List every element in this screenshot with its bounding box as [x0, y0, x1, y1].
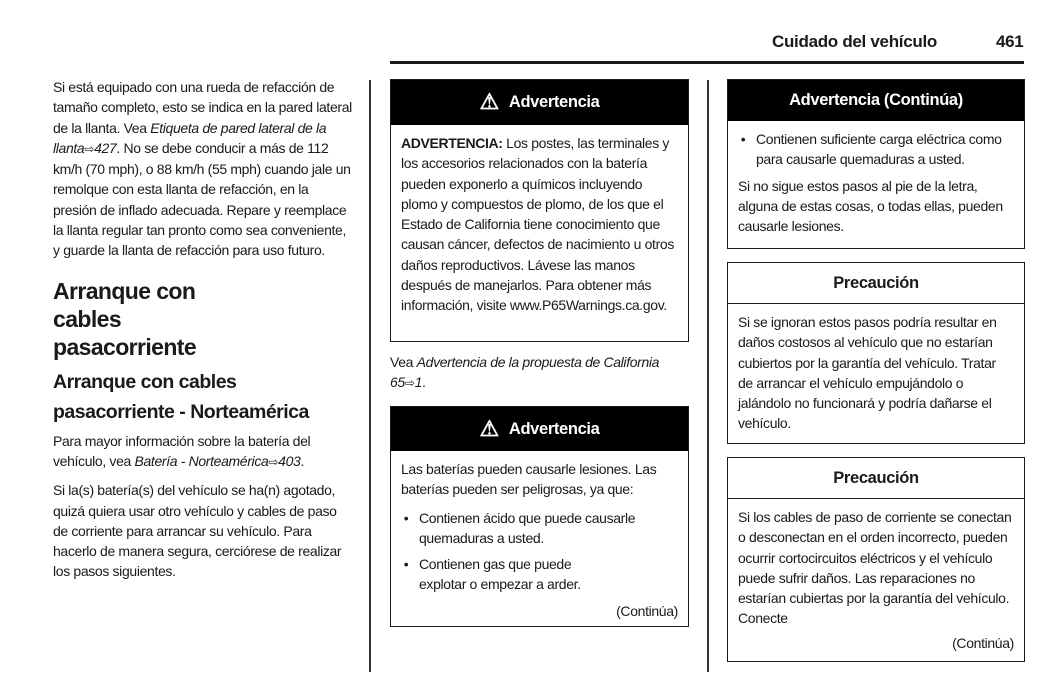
- text: .: [422, 374, 426, 391]
- text: Vea: [390, 354, 417, 370]
- section-title: Cuidado del vehículo: [772, 32, 937, 51]
- column-1: [53, 77, 353, 590]
- caution-header: Precaución: [728, 263, 1024, 304]
- text: Si los cables de paso de corriente se conectan o desconectan en el orden incorrecto, pueden ocurrir cortocircuitos eléctricos y el vehículo puede sufrir daños. Las reparaciones no estarían cubiertas por la garantía del vehículo. Conecte: [738, 509, 1012, 627]
- cross-reference-link[interactable]: Advertencia de la propuesta de California 65: [390, 354, 660, 391]
- text: Contienen suficiente carga eléctrica como para causarle quemaduras a usted.: [756, 131, 1002, 168]
- paragraph: [53, 77, 353, 261]
- subsection-heading: Arranque con cables pasacorriente - Norteamérica: [53, 370, 309, 423]
- caution-body: Si se ignoran estos pasos podría resultar en daños costosos al vehículo que no estarían cubiertos por la garantía del vehículo. Tratar de arrancar el vehículo empujándolo o jalándolo no funcionará y podría dañarse el vehículo.: [738, 314, 997, 432]
- warning-body: [391, 451, 688, 629]
- warning-body: [391, 125, 688, 324]
- warning-box-battery: [390, 406, 689, 627]
- header-rule: [390, 61, 1024, 64]
- bullet-icon: •: [740, 131, 746, 147]
- page-ref[interactable]: 427: [94, 139, 117, 156]
- warning-triangle-icon: ⚠: [479, 89, 499, 115]
- warning-body: [728, 121, 1024, 244]
- arrow-icon: ⇨: [84, 141, 95, 156]
- warning-triangle-icon: ⚠: [479, 415, 499, 441]
- column-divider: [707, 80, 709, 672]
- text: Contienen gas que puede explotar o empezar a arder.: [419, 556, 581, 593]
- caution-box: [727, 262, 1025, 444]
- caution-box: [727, 457, 1025, 662]
- bullet-item: [738, 129, 1014, 170]
- paragraph: [53, 431, 353, 473]
- caution-body: [728, 499, 1024, 661]
- bullet-item: [401, 554, 678, 595]
- text: Si está equipado con una rueda de refacción de tamaño completo, esto se indica en la pared lateral de la llanta. Vea: [53, 79, 352, 136]
- bullet-item: [401, 508, 678, 549]
- page-ref[interactable]: 403: [278, 452, 301, 469]
- text: Si no sigue estos pasos al pie de la letra, alguna de estas cosas, o todas ellas, pueden causarle lesiones.: [738, 177, 1003, 235]
- continued-label: (Continúa): [952, 634, 1014, 651]
- column-divider: [369, 80, 371, 672]
- bullet-icon: •: [403, 556, 409, 573]
- warning-title: Advertencia: [508, 419, 600, 438]
- warning-box-p65: [390, 79, 689, 342]
- section-heading: Arranque con cables pasacorriente: [53, 277, 197, 360]
- cross-reference-link[interactable]: Batería - Norteamérica: [134, 452, 269, 469]
- warning-lead: ADVERTENCIA:: [401, 135, 503, 151]
- arrow-icon: ⇨: [268, 454, 279, 469]
- paragraph: Si la(s) batería(s) del vehículo se ha(n) agotado, quizá quiera usar otro vehículo y cables de paso de corriente para arrancar su vehículo. Para hacerlo de manera segura, cerciórese de realizar los pasos siguientes.: [53, 482, 342, 580]
- cross-reference-link[interactable]: Etiqueta de pared lateral de la llanta: [53, 119, 327, 156]
- text: Contienen ácido que puede causarle quemaduras a usted.: [419, 509, 636, 546]
- warning-header: Advertencia (Continúa): [728, 80, 1024, 121]
- caution-header: Precaución: [728, 458, 1024, 499]
- warning-header: [391, 80, 688, 125]
- text: .: [300, 452, 304, 469]
- warning-header: [391, 407, 688, 451]
- warning-box-continued: [727, 79, 1025, 249]
- continued-label: (Continúa): [616, 602, 678, 619]
- text: . No se debe conducir a más de 112 km/h (70 mph), o 88 km/h (55 mph) cuando jale un remolque con esta llanta de refacción, en la presión de inflado adecuada. Repare y reemplace la llanta regular tan pronto como sea conveniente, y guarde la llanta de refacción para uso futuro.: [53, 139, 351, 259]
- text: Las baterías pueden causarle lesiones. Las baterías pueden ser peligrosas, ya que:: [401, 461, 657, 498]
- page-ref[interactable]: 1: [414, 374, 423, 391]
- page-number: 461: [996, 32, 1024, 51]
- warning-title: Advertencia: [508, 93, 600, 112]
- arrow-icon: ⇨: [404, 376, 415, 391]
- text: Los postes, las terminales y los accesorios relacionados con la batería pueden exponerlo a químicos incluyendo plomo y compuestos de plomo, de los que el Estado de California tiene conocimiento que causan cáncer, defectos de nacimiento u otros daños reproductivos. Lávese las manos después de manejarlos. Para obtener más información, visite www.P65Warnings.ca.gov.: [401, 135, 674, 314]
- bullet-icon: •: [403, 509, 409, 526]
- see-reference: [390, 352, 689, 394]
- text: Para mayor información sobre la batería del vehículo, vea: [53, 432, 311, 469]
